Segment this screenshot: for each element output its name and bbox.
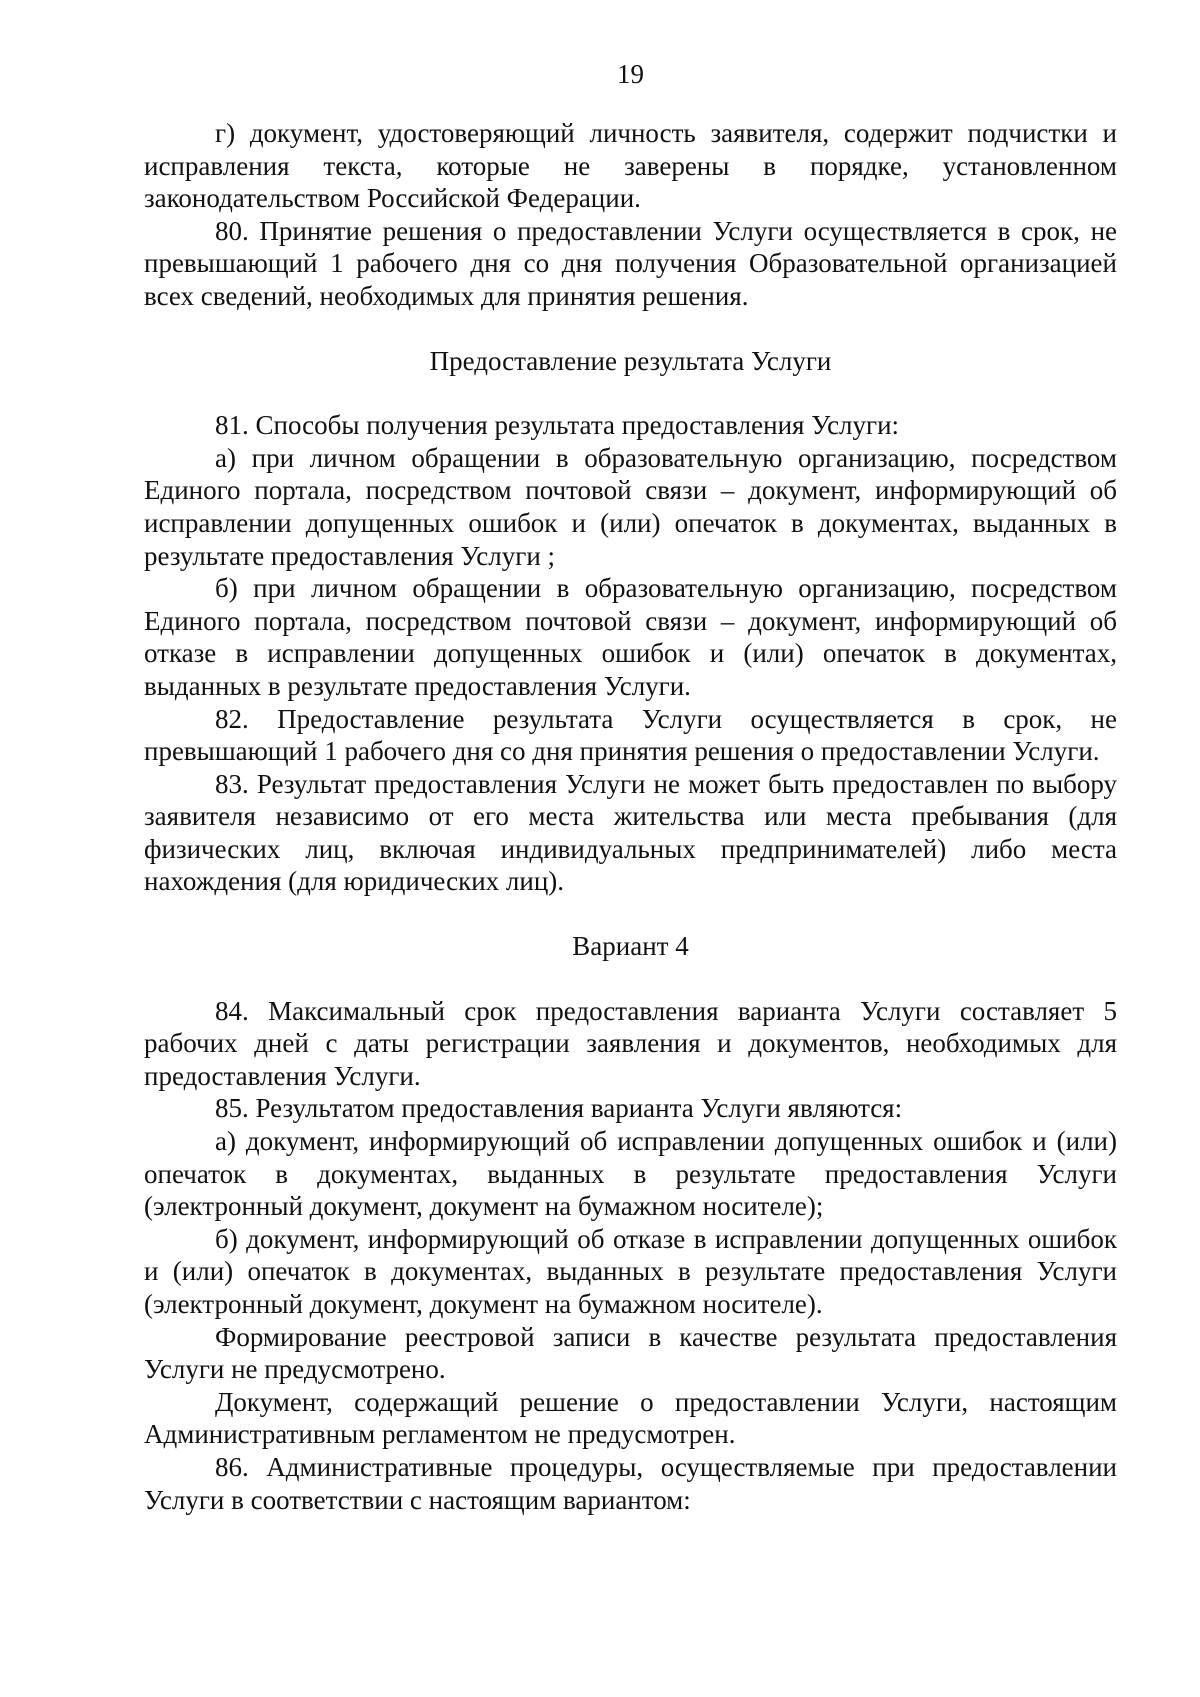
- paragraph-81: 81. Способы получения результата предоставления Услуги:: [215, 410, 900, 441]
- paragraph-decision-document: Документ, содержащий решение о предоставлении Услуги, настоящим Административным регламентом не предусмотрен.: [144, 1386, 1117, 1450]
- paragraph-g-identity-document: г) документ, удостоверяющий личность заявителя, содержит подчистки и исправления текста, которые не заверены в порядке, установленном законодательством Российской Федерации.: [144, 118, 1117, 214]
- paragraph-81-b: б) при личном обращении в образовательную организацию, посредством Единого портала, посредством почтовой связи – документ, информирующий об отказе в исправлении допущенных ошибок и (или) опечаток в документах, выданных в результате предоставления Услуги.: [144, 573, 1117, 701]
- paragraph-82: 82. Предоставление результата Услуги осуществляется в срок, не превышающий 1 рабочего дня со дня принятия решения о предоставлении Услуги.: [144, 703, 1117, 767]
- paragraph-86: 86. Административные процедуры, осуществляемые при предоставлении Услуги в соответствии с настоящим вариантом:: [144, 1451, 1117, 1515]
- paragraph-85-b: б) документ, информирующий об отказе в исправлении допущенных ошибок и (или) опечаток в документах, выданных в результате предоставления Услуги (электронный документ, документ на бумажном носителе).: [144, 1223, 1117, 1319]
- document-body: [144, 117, 1117, 1516]
- page-number: 19: [617, 59, 644, 89]
- paragraph-80: 80. Принятие решения о предоставлении Услуги осуществляется в срок, не превышающий 1 рабочего дня со дня получения Образовательной организацией всех сведений, необходимых для принятия решения.: [144, 215, 1117, 311]
- paragraph-85: 85. Результатом предоставления варианта Услуги являются:: [215, 1093, 903, 1124]
- paragraph-registry-record: Формирование реестровой записи в качестве результата предоставления Услуги не предусмотрено.: [144, 1321, 1117, 1385]
- paragraph-85-a: а) документ, информирующий об исправлении допущенных ошибок и (или) опечаток в документах, выданных в результате предоставления Услуги (электронный документ, документ на бумажном носителе);: [144, 1126, 1117, 1222]
- section-heading-variant-4: Вариант 4: [572, 931, 689, 962]
- paragraph-83: 83. Результат предоставления Услуги не может быть предоставлен по выбору заявителя независимо от его места жительства или места пребывания (для физических лиц, включая индивидуальных предпринимателей) либо места нахождения (для юридических лиц).: [144, 768, 1117, 897]
- section-heading-result: Предоставление результата Услуги: [429, 345, 832, 376]
- paragraph-81-a: а) при личном обращении в образовательную организацию, посредством Единого портала, посредством почтовой связи – документ, информирующий об исправлении допущенных ошибок и (или) опечаток в документах, выданных в результате предоставления Услуги ;: [144, 442, 1117, 571]
- paragraph-84: 84. Максимальный срок предоставления варианта Услуги составляет 5 рабочих дней с даты регистрации заявления и документов, необходимых для предоставления Услуги.: [144, 995, 1117, 1091]
